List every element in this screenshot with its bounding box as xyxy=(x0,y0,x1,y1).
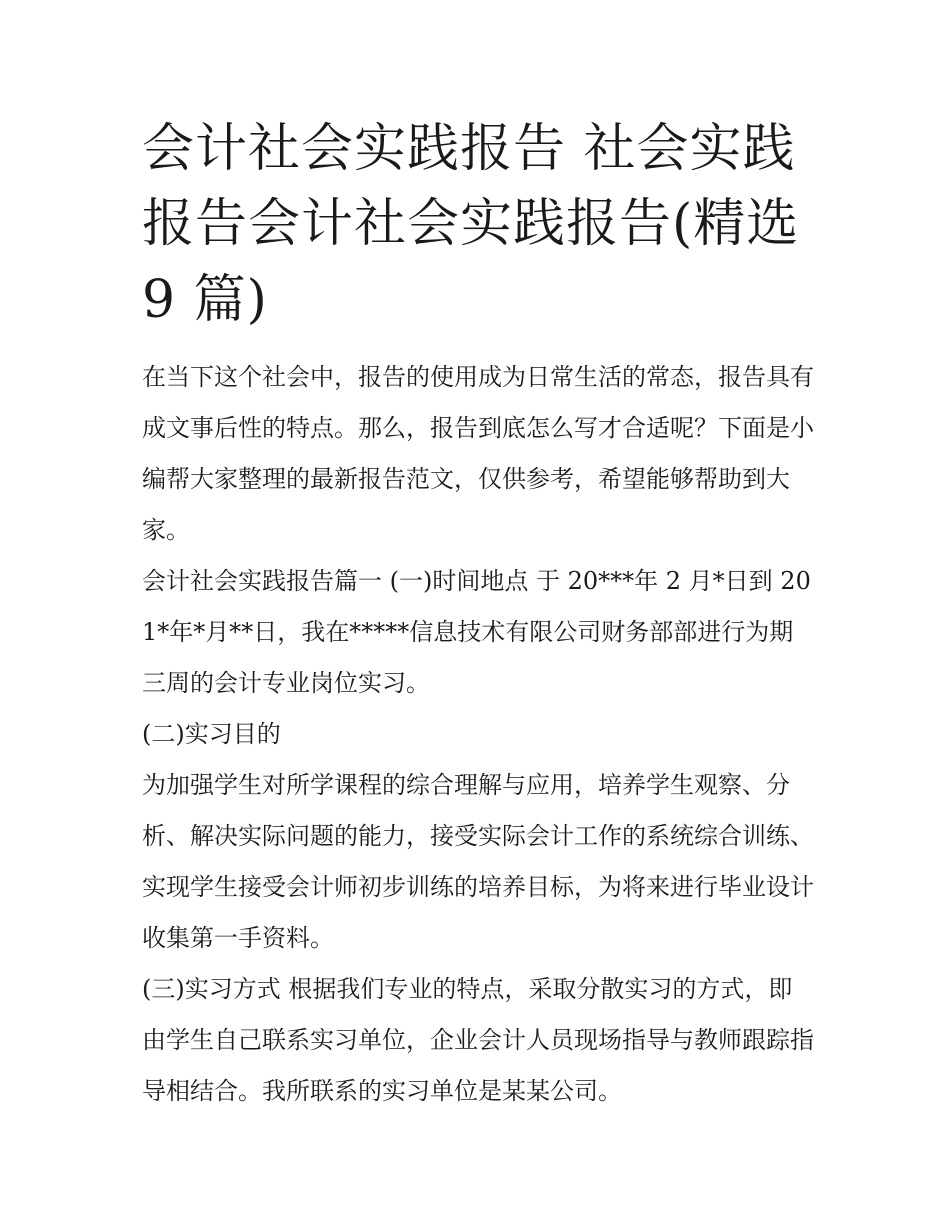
document-title: 会计社会实践报告 社会实践报告会计社会实践报告(精选 9 篇) xyxy=(142,119,800,330)
paragraph-intro: 在当下这个社会中，报告的使用成为日常生活的常态，报告具有成文事后性的特点。那么，报告到底怎么写才合适呢？下面是小编帮大家整理的最新报告范文，仅供参考，希望能够帮助到大家。 xyxy=(142,363,814,545)
paragraph-purpose: 为加强学生对所学课程的综合理解与应用，培养学生观察、分析、解决实际问题的能力，接受实际会计工作的系统综合训练、实现学生接受会计师初步训练的培养目标，为将来进行毕业设计收集第一手资料。 xyxy=(142,771,814,953)
paragraph-time-place: 会计社会实践报告篇一 (一)时间地点 于 20***年 2 月*日到 201*年*月**日，我在*****信息技术有限公司财务部部进行为期三周的会计专业岗位实习。 xyxy=(142,567,811,698)
paragraph-method: (三)实习方式 根据我们专业的特点，采取分散实习的方式，即由学生自己联系实习单位，企业会计人员现场指导与教师跟踪指导相结合。我所联系的实习单位是某某公司。 xyxy=(142,975,814,1106)
document-page xyxy=(142,112,822,1117)
section-heading-purpose: (二)实习目的 xyxy=(142,720,281,749)
